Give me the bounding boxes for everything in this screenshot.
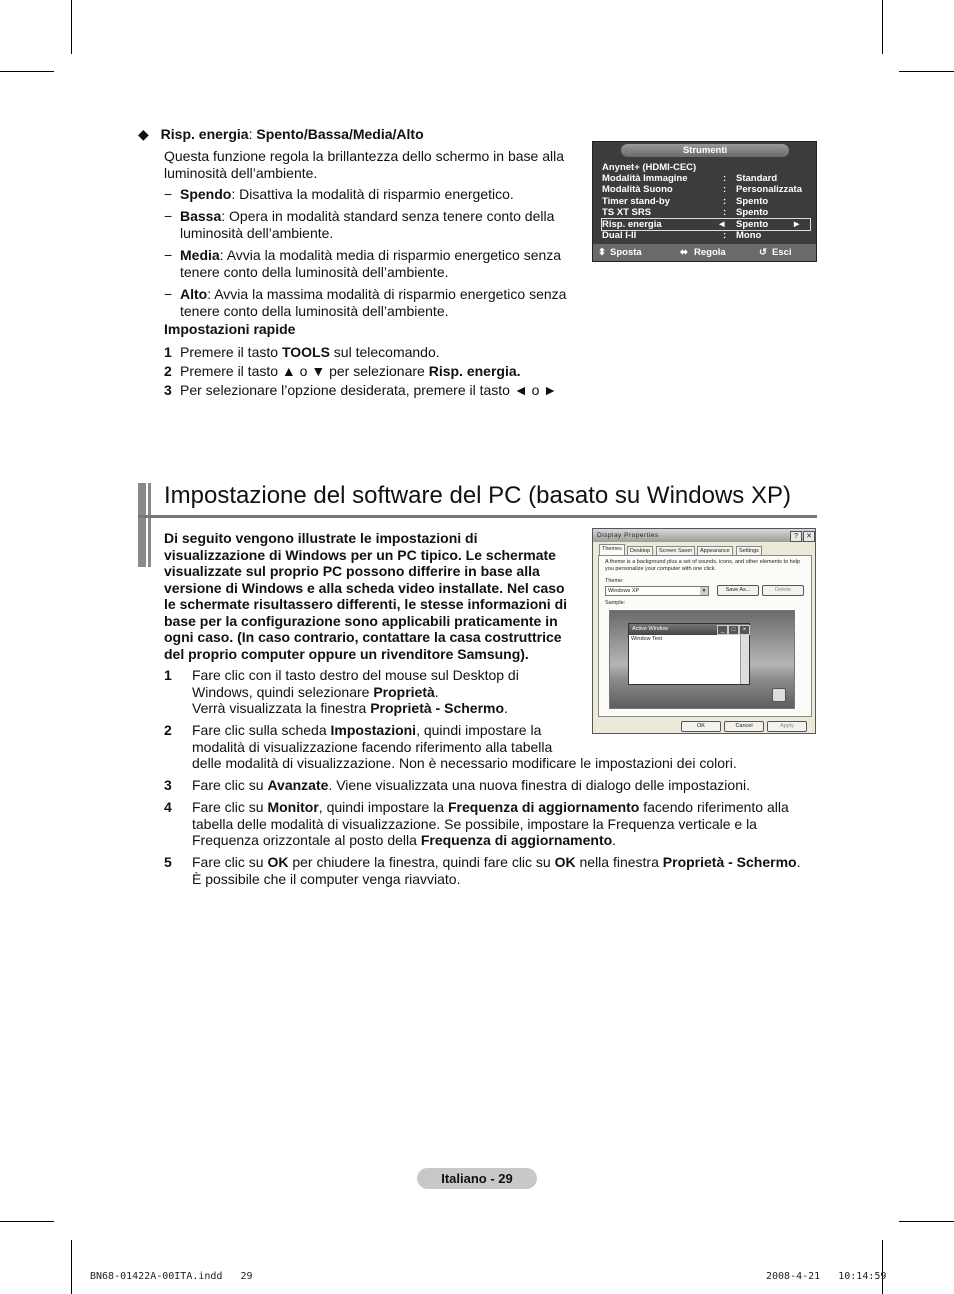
footer-move: Sposta [610, 247, 642, 258]
step-text: Per selezionare l’opzione desiderata, premere il tasto ◄ o ► [180, 382, 558, 398]
tv-menu-sep: : [723, 207, 727, 218]
item-text: : Avvia la massima modalità di risparmio energetico senza tenere conto della luminosità dell’ambiente. [180, 286, 567, 319]
right-arrow-icon: ► [792, 219, 802, 230]
section-title: Impostazione del software del PC (basato su Windows XP) [164, 482, 791, 509]
step-bold: Proprietà - Schermo [662, 854, 797, 870]
cancel-button[interactable]: Cancel [724, 721, 764, 732]
scrollbar [740, 635, 749, 684]
tv-menu-sep: : [723, 230, 727, 241]
step-number: 2 [164, 363, 172, 379]
list-item [164, 208, 574, 242]
save-as-button[interactable]: Save As... [717, 585, 759, 596]
tv-tools-menu [592, 141, 817, 262]
tab-appearance[interactable]: Appearance [697, 546, 733, 556]
step-text: , quindi impostare la [318, 799, 448, 815]
tab-desktop[interactable]: Desktop [627, 546, 653, 556]
tv-menu-value: Spento [736, 196, 769, 207]
maximize-icon: □ [728, 625, 739, 635]
recycle-bin-icon [772, 688, 786, 702]
step-text: Fare clic su [192, 777, 268, 793]
tv-menu-key: Dual I-II [602, 230, 637, 241]
theme-select[interactable] [605, 586, 709, 596]
step-bold: TOOLS [281, 344, 330, 360]
tv-menu-value: Standard [736, 173, 778, 184]
tv-menu-sep: : [723, 196, 727, 207]
pc-step [164, 667, 564, 717]
crop-mark [899, 71, 954, 72]
tv-menu-row-selected [602, 219, 810, 230]
apply-button[interactable]: Apply [767, 721, 807, 732]
dash-marker: − [164, 186, 173, 202]
step-number: 1 [164, 667, 172, 683]
tv-menu-row [602, 173, 810, 184]
crop-mark [71, 1240, 72, 1294]
tab-settings[interactable]: Settings [736, 546, 762, 556]
crop-mark [882, 1240, 883, 1294]
step-text: nella finestra [575, 854, 663, 870]
heading-options: Spento/Bassa/Media/Alto [256, 126, 424, 142]
leftright-icon: ⬌ [680, 247, 688, 258]
step-bold: Monitor [267, 799, 319, 815]
tab-themes[interactable]: Themes [599, 544, 625, 556]
print-slug-timestamp: 2008-4-21 10:14:59 [766, 1271, 887, 1282]
step-text: Premere il tasto [180, 344, 282, 360]
quick-step [164, 382, 557, 399]
tv-menu-title: Strumenti [621, 144, 789, 157]
step-text: Fare clic con il tasto destro del mouse sul Desktop di Windows, quindi selezionare [192, 667, 519, 700]
dash-marker: − [164, 247, 173, 263]
pc-step [164, 777, 804, 794]
step-text: Fare clic sulla scheda [192, 722, 331, 738]
step-number: 5 [164, 854, 172, 870]
tv-menu-row [602, 162, 810, 173]
display-properties-dialog [592, 528, 816, 734]
dash-marker: − [164, 286, 173, 302]
heading-rule [138, 515, 817, 518]
window-text: Window Text [631, 636, 663, 642]
crop-mark [882, 0, 883, 54]
step-bold: Frequenza di aggiornamento [447, 799, 640, 815]
themes-panel [598, 555, 812, 717]
step-text: , quindi impostare la modalità di visualizzazione facendo riferimento alla tabella [192, 722, 553, 755]
step-bold: Impostazioni [330, 722, 417, 738]
item-term: Alto [180, 286, 208, 302]
step-text: facendo riferimento alla tabella delle modalità di visualizzazione. Se possibile, impostare la Frequenza verticale e la Frequenza orizzontale al posto della [192, 799, 789, 848]
tv-menu-key: Risp. energia [602, 219, 662, 230]
updown-icon: ⬍ [598, 247, 606, 258]
heading-separator: : [248, 126, 253, 142]
step-text: È possibile che il computer venga riavviato. [192, 870, 461, 887]
step-bold: Proprietà [373, 683, 435, 700]
item-term: Spendo [180, 186, 232, 202]
step-number: 3 [164, 777, 172, 793]
step-bold: Avanzate [267, 777, 329, 793]
tv-menu-key: Timer stand-by [602, 196, 670, 207]
tv-menu-key: Modalità Suono [602, 184, 673, 195]
diamond-bullet-icon: ◆ [138, 126, 149, 142]
step-number: 2 [164, 722, 172, 738]
close-icon: × [739, 625, 750, 635]
tv-menu-footer [593, 244, 816, 261]
quick-step [164, 344, 440, 361]
crop-mark [0, 1221, 54, 1222]
list-item [164, 286, 574, 320]
heading-label: Risp. energia [160, 126, 249, 142]
help-button[interactable]: ? [790, 531, 802, 542]
step-number: 1 [164, 344, 172, 360]
step-text: . [504, 700, 508, 716]
pc-step [164, 854, 804, 887]
step-bold: Risp. energia. [428, 363, 521, 379]
tv-menu-key: Modalità Immagine [602, 173, 688, 184]
tv-menu-row [602, 230, 810, 241]
tv-menu-value: Spento [736, 219, 769, 230]
return-icon: ↺ [759, 247, 767, 258]
crop-mark [899, 1221, 954, 1222]
delete-button[interactable]: Delete [762, 585, 804, 596]
close-icon[interactable]: ✕ [803, 531, 815, 542]
footer-exit: Esci [772, 247, 792, 258]
crop-mark [0, 71, 54, 72]
energy-saving-heading [138, 126, 424, 143]
energy-description: Questa funzione regola la brillantezza dello schermo in base alla luminosità dell’ambiente. [164, 148, 565, 181]
heading-bar [138, 483, 146, 567]
tv-menu-value: Spento [736, 207, 769, 218]
heading-bar [148, 483, 151, 567]
step-text: Premere il tasto ▲ o ▼ per selezionare [180, 363, 429, 379]
chevron-down-icon: ▾ [700, 587, 708, 595]
step-text: Verrà visualizzata la finestra [192, 700, 371, 716]
item-text: : Avvia la modalità media di risparmio energetico senza tenere conto della luminosità dell’ambiente. [180, 247, 562, 280]
tab-screen-saver[interactable]: Screen Saver [656, 546, 695, 556]
dialog-title: Display Properties [593, 529, 815, 542]
pc-step [164, 799, 804, 849]
step-text: per chiudere la finestra, quindi fare clic su [288, 854, 555, 870]
step-text: Fare clic su [192, 799, 268, 815]
tv-menu-row [602, 196, 810, 207]
tv-menu-row [602, 207, 810, 218]
step-text: sul telecomando. [329, 344, 440, 360]
list-item [164, 247, 574, 281]
step-text: . Viene visualizzata una nuova finestra di dialogo delle impostazioni. [328, 777, 750, 793]
theme-label: Theme: [605, 578, 624, 584]
tv-menu-value: Mono [736, 230, 762, 241]
item-text: : Opera in modalità standard senza tenere conto della luminosità dell’ambiente. [180, 208, 555, 241]
left-arrow-icon: ◄ [717, 219, 727, 230]
step-bold: OK [554, 854, 576, 870]
crop-mark [71, 0, 72, 54]
step-bold: Frequenza di aggiornamento [420, 832, 613, 848]
active-window-title: Active Window [629, 624, 749, 635]
minimize-icon: _ [717, 625, 728, 635]
step-text: Fare clic su [192, 854, 268, 870]
tv-menu-key: TS XT SRS [602, 207, 652, 218]
quick-step [164, 363, 521, 380]
theme-sample-preview [609, 610, 795, 709]
step-number: 4 [164, 799, 172, 815]
step-text: . [796, 854, 801, 870]
step-text: . [434, 683, 439, 700]
theme-description: A theme is a background plus a set of sounds, icons, and other elements to help you personalize your computer with one click. [605, 559, 801, 572]
dash-marker: − [164, 208, 173, 224]
item-term: Media [180, 247, 220, 263]
item-term: Bassa [180, 208, 222, 224]
item-text: : Disattiva la modalità di risparmio energetico. [231, 186, 514, 202]
step-bold: Proprietà - Schermo [370, 700, 505, 716]
ok-button[interactable]: OK [681, 721, 721, 732]
step-text: . [612, 832, 617, 848]
theme-value: Windows XP [608, 588, 640, 594]
sample-active-window [628, 623, 750, 685]
tv-menu-value: Personalizzata [736, 184, 802, 195]
list-item [164, 186, 574, 203]
tv-menu-sep: : [723, 184, 727, 195]
tv-menu-key: Anynet+ (HDMI-CEC) [602, 162, 697, 173]
page-number: Italiano - 29 [417, 1168, 537, 1189]
print-slug-file: BN68-01422A-00ITA.indd 29 [90, 1271, 253, 1282]
tv-menu-row [602, 184, 810, 195]
sample-label: Sample: [605, 600, 626, 606]
step-number: 3 [164, 382, 172, 398]
step-bold: OK [267, 854, 289, 870]
step-text: delle modalità di visualizzazione. Non è necessario modificare le impostazioni dei colori. [192, 755, 737, 771]
tv-menu-sep: : [723, 173, 727, 184]
footer-adjust: Regola [694, 247, 726, 258]
quick-settings-title: Impostazioni rapide [164, 321, 296, 337]
section-intro: Di seguito vengono illustrate le impostazioni di visualizzazione di Windows per un PC tipico. Le schermate visualizzate sul proprio PC possono differire in base alla versione di Windows e alla scheda video installate. Nel caso le schermate risultassero differenti, le stesse informazioni di base per la configurazione sono applicabili praticamente in ogni caso. (In caso contrario, contattare la casa costruttrice del proprio computer oppure un rivenditore Samsung). [164, 530, 568, 662]
